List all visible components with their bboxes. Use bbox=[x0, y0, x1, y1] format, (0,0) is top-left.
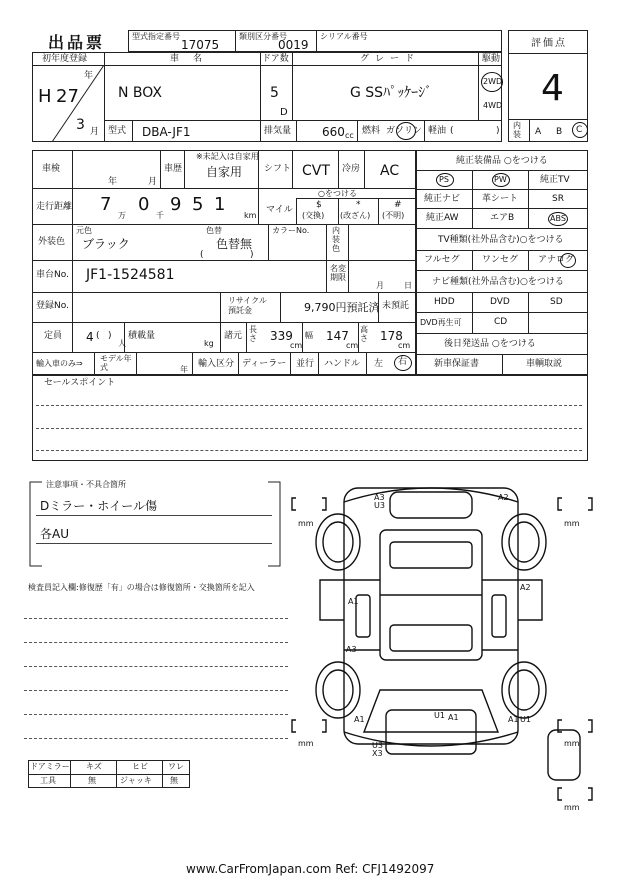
ac-label: 冷房 bbox=[342, 164, 361, 174]
color-change: 色替無 bbox=[216, 237, 253, 251]
inspection-label: 車検 bbox=[42, 164, 61, 174]
name-change-month: 月 bbox=[376, 281, 384, 290]
navi-dvd: DVD bbox=[490, 297, 510, 307]
doors-value: 5 bbox=[270, 85, 279, 101]
color-label: 外装色 bbox=[38, 237, 66, 247]
later-warranty: 新車保証書 bbox=[434, 359, 480, 369]
mark-a1-left-wheel: A1 bbox=[354, 715, 365, 724]
displacement-unit: cc bbox=[345, 131, 354, 140]
height-label: 高さ bbox=[360, 325, 368, 343]
import-label: 輸入車のみ⇒ bbox=[36, 359, 83, 368]
mark-a1-left-door: A1 bbox=[348, 597, 359, 606]
recycle-label: リサイクル預託金 bbox=[228, 296, 267, 315]
class-no-box bbox=[235, 30, 317, 52]
length-value: 339 bbox=[270, 329, 293, 343]
first-reg-label: 初年度登録 bbox=[42, 54, 88, 64]
drive-4wd: 4WD bbox=[483, 101, 503, 110]
equip-navi: 純正ナビ bbox=[424, 194, 461, 204]
month-unit: 月 bbox=[90, 127, 100, 137]
mileage-unit-sen: 千 bbox=[156, 211, 164, 220]
inspector-label: 検査員記入欄:修復歴「有」の場合は修復箇所・交換箇所を記入 bbox=[28, 583, 255, 592]
dimensions-label: 諸元 bbox=[224, 331, 243, 341]
length-unit: cm bbox=[290, 341, 303, 350]
displacement-value: 660 bbox=[322, 125, 345, 139]
color-no-label: カラーNo. bbox=[272, 226, 310, 235]
capacity-label: 定員 bbox=[44, 331, 63, 341]
mark-a2-right-door: A2 bbox=[520, 583, 531, 592]
mileage-mark-tampered: (改ざん) bbox=[340, 211, 371, 220]
legend-v3: 無 bbox=[170, 776, 178, 785]
load-unit: kg bbox=[204, 339, 214, 348]
tire-unit-fl: mm bbox=[298, 519, 314, 528]
fuel-value: ガソリン bbox=[386, 126, 423, 136]
navi-label: ナビ種類(社外品含む)○をつける bbox=[432, 277, 564, 287]
later-manual: 車輌取説 bbox=[526, 359, 563, 369]
car-damage-diagram bbox=[290, 470, 600, 815]
sales-point-box bbox=[32, 375, 588, 461]
fuel-label: 燃料 bbox=[362, 126, 381, 136]
mileage-unit-man: 万 bbox=[118, 211, 126, 220]
tire-unit-spare: mm bbox=[564, 803, 580, 812]
mileage-mark-star: * bbox=[356, 200, 361, 210]
serial-box bbox=[316, 30, 502, 52]
mileage-digit-4: 5 bbox=[192, 194, 204, 215]
width-unit: cm bbox=[346, 341, 359, 350]
mileage-mark-unknown: (不明) bbox=[382, 211, 405, 220]
mileage-digit-2: 0 bbox=[138, 194, 150, 215]
handle-left: 左 bbox=[374, 359, 384, 369]
history-value: 自家用 bbox=[206, 165, 243, 179]
history-note: ※未記入は自家用 bbox=[196, 152, 259, 161]
equip-leather: 革シート bbox=[482, 194, 519, 204]
score-value: 4 bbox=[541, 68, 564, 109]
equip-aw: 純正AW bbox=[426, 213, 459, 223]
year-unit: 年 bbox=[84, 71, 94, 81]
name-change-day: 日 bbox=[404, 281, 412, 290]
interior-b: B bbox=[556, 127, 563, 137]
drive-2wd: 2WD bbox=[483, 77, 503, 86]
handle-right: 右 bbox=[398, 357, 408, 367]
serial-label: シリアル番号 bbox=[320, 32, 368, 41]
footer-ref: www.CarFromJapan.com Ref: CFJ1492097 bbox=[186, 862, 435, 876]
model-year-unit: 年 bbox=[180, 365, 188, 374]
mileage-mark-exchange: (交換) bbox=[302, 211, 325, 220]
ac-value: AC bbox=[380, 163, 400, 179]
shift-label: シフト bbox=[264, 164, 292, 174]
mark-a3-left-rear: A3 bbox=[346, 645, 357, 654]
tire-unit-fr: mm bbox=[564, 519, 580, 528]
type-no-label: 型式指定番号 bbox=[132, 32, 180, 41]
model-value: N BOX bbox=[118, 85, 162, 101]
capacity-unit: 人 bbox=[118, 339, 126, 348]
sales-point-label: セールスポイント bbox=[44, 378, 116, 388]
chassis-value: JF1-1524581 bbox=[86, 267, 175, 283]
notes-label: 注意事項・不具合箇所 bbox=[46, 480, 126, 489]
recycle-alt: 未預託 bbox=[382, 301, 410, 311]
recycle-value: 9,790円預託済 bbox=[304, 301, 380, 314]
navi-cd: CD bbox=[494, 317, 508, 327]
class-no-value: 0019 bbox=[278, 38, 309, 52]
load-label: 積載量 bbox=[128, 331, 156, 341]
equip-sr: SR bbox=[552, 194, 564, 204]
fuel-circle bbox=[396, 122, 416, 140]
notes-line2: 各AU bbox=[40, 527, 69, 541]
mileage-mark-note: ○をつける bbox=[318, 189, 357, 198]
door-type: D bbox=[280, 107, 288, 118]
import-cat-label: 輸入区分 bbox=[198, 359, 235, 369]
tire-unit-rl: mm bbox=[298, 739, 314, 748]
tv-oneseg: ワンセグ bbox=[482, 255, 519, 265]
later-label: 後日発送品 ○をつける bbox=[444, 339, 536, 349]
grade-value: G SSﾊﾟｯｹｰｼﾞ bbox=[350, 85, 433, 101]
mark-u1-right-wheel: U1 bbox=[520, 715, 531, 724]
mark-a1-rear: A1 bbox=[448, 713, 459, 722]
width-label: 幅 bbox=[305, 331, 313, 340]
diagonal-line bbox=[32, 65, 104, 142]
mileage-mile: マイル bbox=[266, 205, 293, 215]
doors-label: ドア数 bbox=[262, 54, 289, 64]
color-value: ブラック bbox=[82, 237, 130, 251]
model-label: 車名 bbox=[170, 54, 217, 64]
era: H bbox=[38, 86, 52, 107]
light-oil-label: 軽油 bbox=[428, 126, 447, 136]
first-reg-month: 3 bbox=[76, 117, 85, 133]
equip-pw: PW bbox=[494, 175, 507, 184]
navi-hdd: HDD bbox=[434, 297, 455, 307]
mark-a3-front: A3 bbox=[374, 493, 385, 502]
analog-circle bbox=[560, 253, 576, 268]
shift-value: CVT bbox=[302, 163, 330, 179]
navi-dvd-play: DVD再生可 bbox=[420, 318, 462, 327]
tv-label: TV種類(社外品含む)○をつける bbox=[438, 235, 564, 245]
mileage-mark-hash: # bbox=[394, 200, 402, 210]
mileage-label: 走行距離 bbox=[36, 202, 73, 212]
color-orig-label: 元色 bbox=[76, 226, 92, 235]
inspection-year-unit: 年 bbox=[108, 177, 118, 187]
interior-color-label: 内装色 bbox=[332, 226, 340, 253]
legend-v2: ジャッキ bbox=[120, 776, 152, 785]
type-no-box bbox=[128, 30, 236, 52]
score-label: 評価点 bbox=[531, 38, 567, 49]
equip-ps: PS bbox=[439, 175, 449, 184]
handle-label: ハンドル bbox=[324, 359, 361, 369]
legend-h3: ワレ bbox=[168, 762, 184, 771]
genuine-label: 純正装備品 ○をつける bbox=[456, 156, 548, 166]
tire-unit-rr: mm bbox=[564, 739, 580, 748]
legend-v1: 無 bbox=[88, 776, 96, 785]
mileage-digit-3: 9 bbox=[170, 194, 182, 215]
width-value: 147 bbox=[326, 329, 349, 343]
page-title: 出品票 bbox=[48, 33, 106, 52]
mileage-mark-dollar: $ bbox=[316, 200, 322, 210]
tv-analog: アナログ bbox=[538, 255, 575, 265]
mileage-digit-1: 7 bbox=[100, 194, 112, 215]
notes-bracket bbox=[24, 480, 286, 568]
mileage-digit-5: 1 bbox=[214, 194, 226, 215]
mark-u3-rear: U3 bbox=[372, 741, 383, 750]
length-label: 長さ bbox=[249, 325, 257, 343]
legend-h0: ドアミラー bbox=[30, 762, 70, 771]
first-reg-year: 27 bbox=[56, 86, 79, 107]
class-no-label: 類別区分番号 bbox=[239, 32, 287, 41]
legend-h1: キズ bbox=[86, 762, 102, 771]
interior-c: C bbox=[576, 125, 583, 135]
name-change-label: 名変期限 bbox=[330, 264, 346, 282]
navi-sd: SD bbox=[550, 297, 563, 307]
legend-h2: ヒビ bbox=[132, 762, 148, 771]
capacity-value: 4 bbox=[86, 330, 94, 344]
color-change-label: 色替 bbox=[206, 226, 222, 235]
type-no-value: 17075 bbox=[181, 38, 220, 52]
equip-abs: ABS bbox=[550, 214, 566, 223]
grade-label: グレード bbox=[360, 54, 421, 64]
interior-a: A bbox=[535, 127, 542, 137]
chassis-label: 車台No. bbox=[36, 270, 69, 280]
mileage-unit-km: km bbox=[244, 211, 257, 220]
notes-line1: Dミラー・ホイール傷 bbox=[40, 499, 158, 513]
mark-a1-right-wheel: A1 bbox=[508, 715, 519, 724]
parallel: 並行 bbox=[296, 359, 315, 369]
mark-u3-front: U3 bbox=[374, 501, 385, 510]
height-unit: cm bbox=[398, 341, 411, 350]
displacement-label: 排気量 bbox=[264, 126, 292, 136]
model-year-label: モデル年式 bbox=[100, 354, 132, 372]
dealer: ディーラー bbox=[242, 359, 287, 369]
equip-tv: 純正TV bbox=[540, 175, 570, 185]
type-value: DBA-JF1 bbox=[142, 125, 191, 139]
type-label: 型式 bbox=[108, 126, 127, 136]
equip-airbag: エアB bbox=[490, 213, 515, 223]
inspection-month-unit: 月 bbox=[148, 177, 158, 187]
tv-fullseg: フルセグ bbox=[424, 255, 460, 265]
history-label: 車歴 bbox=[164, 164, 183, 174]
interior-label: 内装 bbox=[513, 121, 521, 139]
mark-a2-front: A2 bbox=[498, 493, 509, 502]
mark-u1-rear: U1 bbox=[434, 711, 445, 720]
drive-label: 駆動 bbox=[482, 54, 501, 64]
reg-no-label: 登録No. bbox=[36, 301, 69, 311]
legend-v0: 工具 bbox=[40, 776, 56, 785]
height-value: 178 bbox=[380, 329, 403, 343]
mark-x3-rear: X3 bbox=[372, 749, 383, 758]
